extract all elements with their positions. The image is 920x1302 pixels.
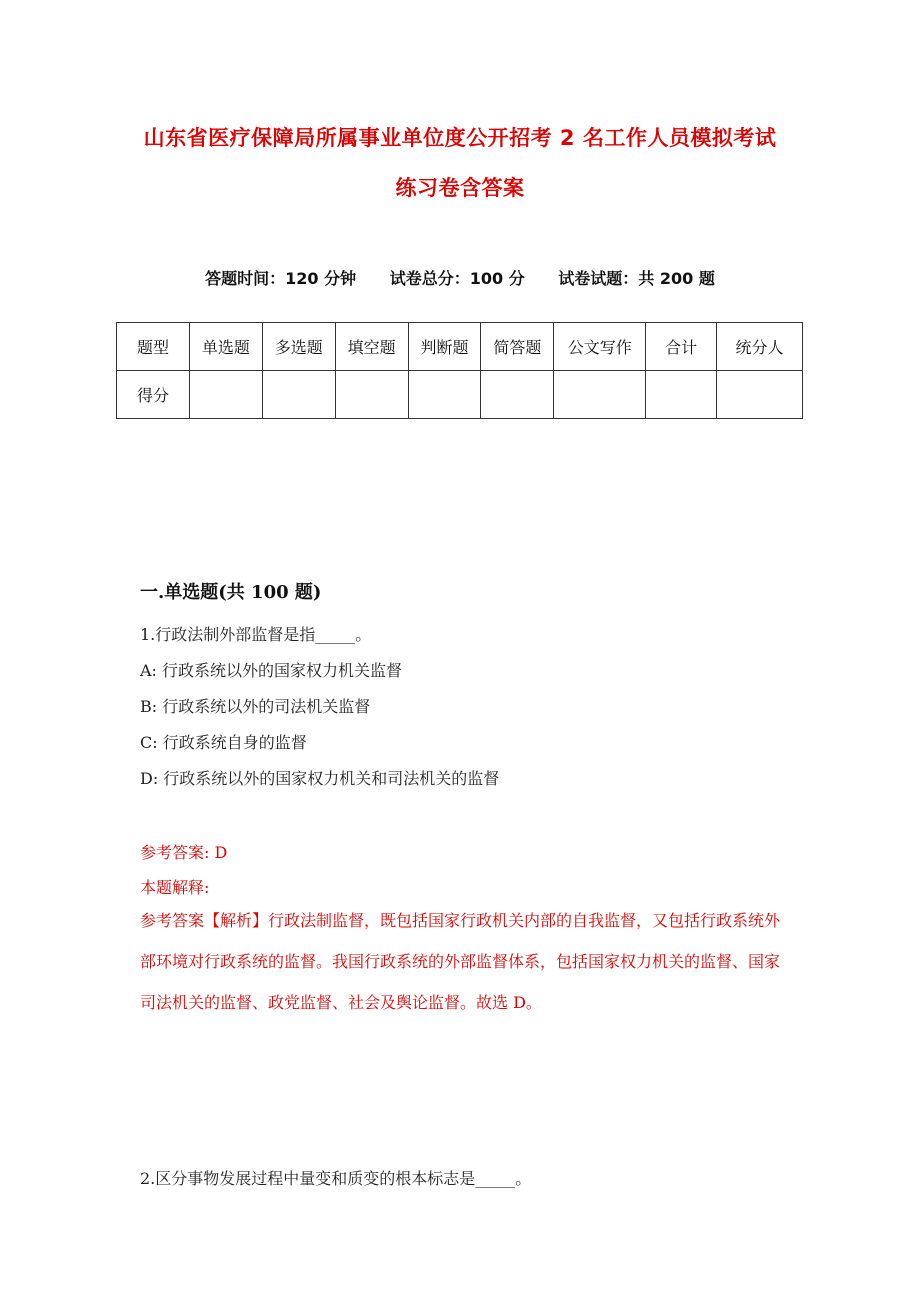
score-cell[interactable] (646, 371, 717, 419)
question1-option-b: B: 行政系统以外的司法机关监督 (140, 697, 371, 716)
score-table-header: 单选题 (189, 323, 262, 371)
score-cell[interactable] (554, 371, 646, 419)
question2-stem: 2.区分事物发展过程中量变和质变的根本标志是_____。 (140, 1169, 532, 1188)
score-table-header: 公文写作 (554, 323, 646, 371)
score-table-header: 统分人 (717, 323, 803, 371)
score-table-header: 题型 (117, 323, 190, 371)
question1-explain-label: 本题解释: (140, 878, 210, 897)
score-cell[interactable] (408, 371, 481, 419)
score-cell[interactable] (481, 371, 554, 419)
question1-option-c: C: 行政系统自身的监督 (140, 733, 307, 752)
score-table-header: 多选题 (262, 323, 335, 371)
document-title-line1: 山东省医疗保障局所属事业单位度公开招考 2 名工作人员模拟考试 (143, 126, 777, 150)
score-table-header: 简答题 (481, 323, 554, 371)
score-cell[interactable] (335, 371, 408, 419)
exam-time: 答题时间：120 分钟 (205, 269, 357, 288)
score-table-header: 合计 (646, 323, 717, 371)
score-table-header: 判断题 (408, 323, 481, 371)
document-title-line2: 练习卷含答案 (395, 176, 525, 200)
exam-info (0, 266, 920, 289)
question1-stem: 1.行政法制外部监督是指_____。 (140, 625, 372, 644)
section-title: 一.单选题(共 100 题) (140, 582, 322, 603)
score-table (116, 322, 803, 419)
question1-option-a: A: 行政系统以外的国家权力机关监督 (140, 661, 403, 680)
score-table-header-row (117, 323, 803, 371)
score-row-label: 得分 (117, 371, 190, 419)
score-cell[interactable] (262, 371, 335, 419)
question1-answer: 参考答案: D (140, 843, 228, 862)
score-cell[interactable] (717, 371, 803, 419)
score-cell[interactable] (189, 371, 262, 419)
score-table-score-row (117, 371, 803, 419)
exam-total-score: 试卷总分：100 分 (389, 269, 525, 288)
score-table-header: 填空题 (335, 323, 408, 371)
question1-explanation: 参考答案【解析】行政法制监督，既包括国家行政机关内部的自我监督，又包括行政系统外部环境对行政系统的监督。我国行政系统的外部监督体系，包括国家权力机关的监督、国家司法机关的监督、政党监督、社会及舆论监督。故选 D。 (140, 911, 781, 1012)
question1-option-d: D: 行政系统以外的国家权力机关和司法机关的监督 (140, 769, 500, 788)
exam-question-count: 试卷试题：共 200 题 (558, 269, 715, 288)
